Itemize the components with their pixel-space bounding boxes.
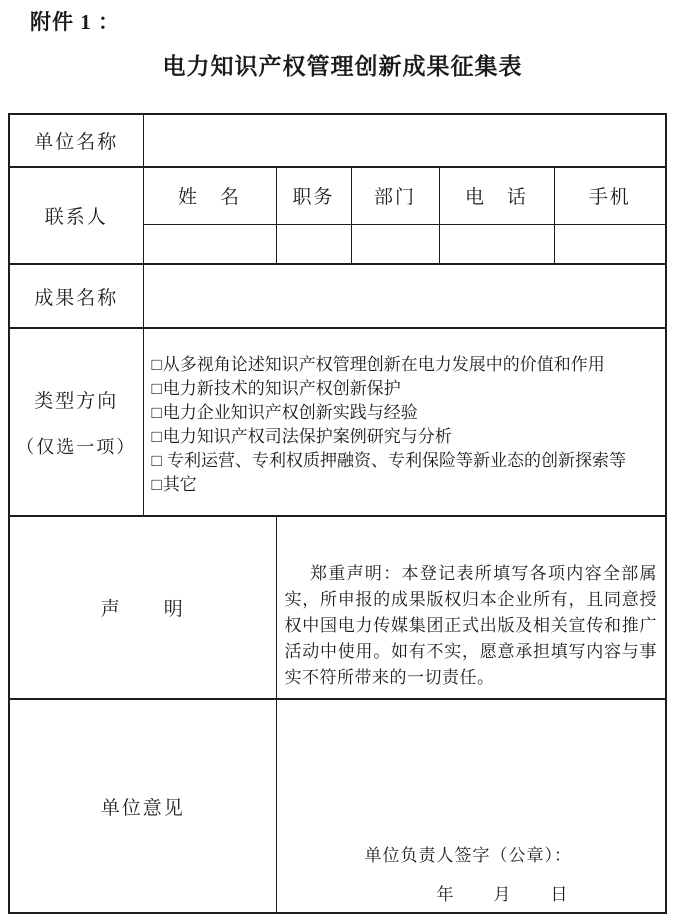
type-option	[152, 473, 660, 497]
type-option-label: 从多视角论述知识产权管理创新在电力发展中的价值和作用	[162, 355, 605, 374]
contact-header-name: 姓 名	[143, 167, 276, 224]
unit-opinion-label: 单位意见	[9, 699, 276, 913]
statement-row	[9, 516, 666, 699]
type-options-list	[144, 329, 666, 505]
unit-name-row	[9, 114, 666, 167]
checkbox-icon: □	[151, 379, 162, 398]
checkbox-icon: □	[151, 355, 162, 374]
contact-position-value-cell	[276, 224, 351, 264]
contact-header-row	[9, 167, 666, 224]
statement-text: 郑重声明：本登记表所填写各项内容全部属实，所申报的成果版权归本企业所有，且同意授权中国电力传媒集团正式出版及相关宣传和推广活动中使用。如有不实，愿意承担填写内容与事实不符所带来的一切责任。	[284, 563, 658, 687]
type-direction-label-cell	[9, 328, 143, 516]
type-option-label: 电力企业知识产权创新实践与经验	[162, 403, 418, 422]
type-direction-row	[9, 328, 666, 516]
type-option-label: 其它	[162, 475, 197, 494]
checkbox-icon: □	[151, 427, 162, 446]
checkbox-icon: □	[151, 451, 162, 470]
contact-header-department: 部门	[351, 167, 439, 224]
contact-department-value-cell	[351, 224, 439, 264]
contact-phone-value-cell	[439, 224, 554, 264]
unit-name-value-cell	[143, 114, 666, 167]
contact-name-value-cell	[143, 224, 276, 264]
achievement-name-row	[9, 264, 666, 328]
contact-mobile-value-cell	[554, 224, 666, 264]
statement-cell	[276, 516, 666, 699]
type-direction-label: 类型方向	[34, 390, 119, 412]
checkbox-icon: □	[151, 403, 162, 422]
type-option	[152, 425, 660, 449]
type-option	[152, 353, 660, 377]
attachment-label: 附件 1 ：	[30, 10, 120, 34]
contact-label: 联系人	[9, 167, 143, 264]
unit-opinion-cell	[276, 699, 666, 913]
unit-name-label: 单位名称	[9, 114, 143, 167]
type-option-label: 电力知识产权司法保护案例研究与分析	[162, 427, 452, 446]
type-option	[152, 449, 660, 473]
contact-header-phone: 电 话	[439, 167, 554, 224]
signature-label: 单位负责人签字（公章）：	[364, 845, 572, 865]
unit-opinion-row	[9, 699, 666, 913]
type-option-label: 电力新技术的知识产权创新保护	[162, 379, 401, 398]
achievement-name-label: 成果名称	[9, 264, 143, 328]
achievement-name-value-cell	[143, 264, 666, 328]
type-direction-note: （仅选一项）	[16, 436, 137, 457]
type-option	[152, 401, 660, 425]
type-options-cell	[143, 328, 666, 516]
type-option-label: 专利运营、专利权质押融资、专利保险等新业态的创新探索等	[162, 451, 627, 470]
contact-header-mobile: 手机	[554, 167, 666, 224]
statement-label: 声 明	[9, 516, 276, 699]
checkbox-icon: □	[151, 475, 162, 494]
page-title: 电力知识产权管理创新成果征集表	[162, 54, 523, 79]
contact-header-position: 职务	[276, 167, 351, 224]
type-option	[152, 377, 660, 401]
signature-block	[277, 708, 666, 905]
form-table	[8, 113, 667, 914]
date-label: 年 月 日	[436, 884, 570, 904]
